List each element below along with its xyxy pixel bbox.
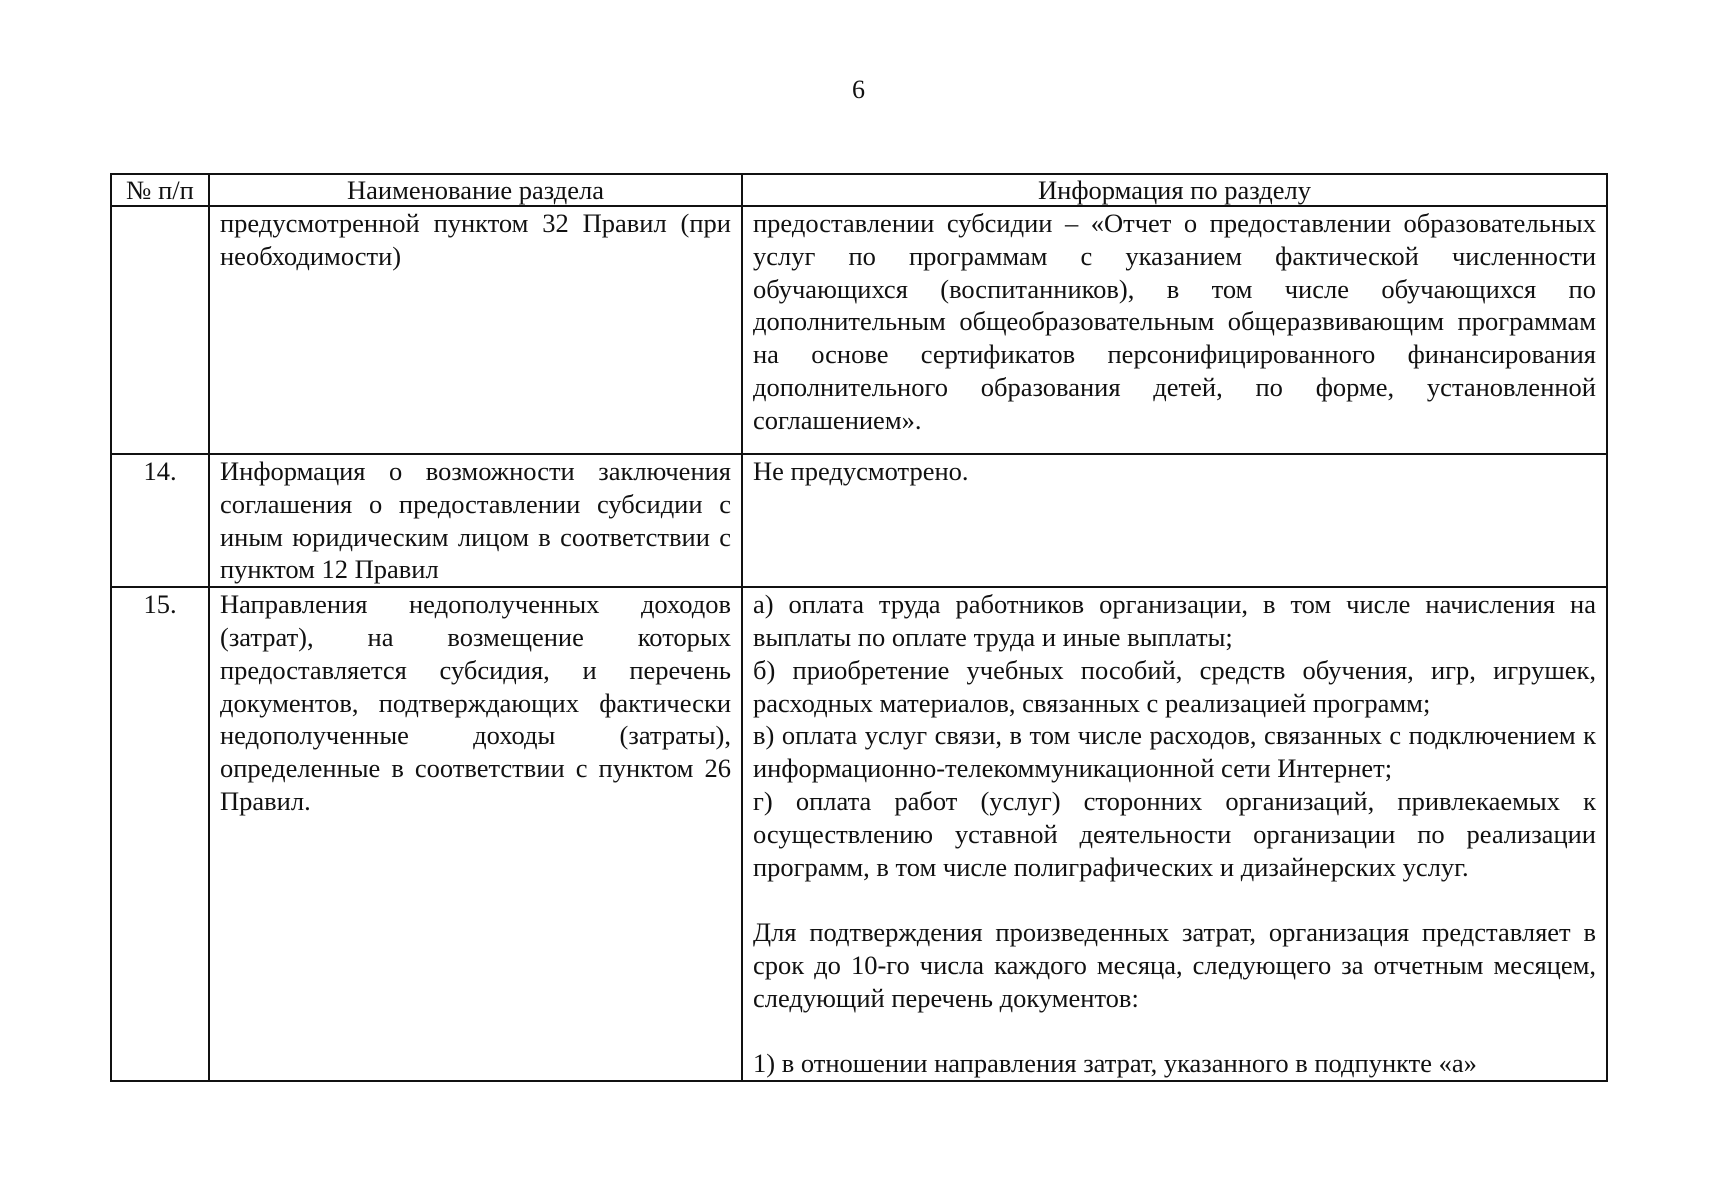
section-name-cell: Направления недополученных доходов (затрат), на возмещение которых предоставляется субсидия, и перечень документов, подтверждающих фактически недополученные доходы (затраты), определенные в соответствии с пунктом 26 Правил. bbox=[209, 587, 742, 1081]
section-name-cell: предусмотренной пунктом 32 Правил (при необходимости) bbox=[209, 206, 742, 454]
document-list-item-1: 1) в отношении направления затрат, указанного в подпункте «а» bbox=[753, 1048, 1477, 1079]
header-section-info: Информация по разделу bbox=[742, 174, 1607, 206]
table-row bbox=[111, 454, 1607, 587]
table-row bbox=[111, 587, 1607, 1081]
section-info-table bbox=[110, 173, 1608, 1082]
section-info-cell bbox=[742, 587, 1607, 1081]
row-number-cell: 15. bbox=[111, 587, 209, 1081]
section-info-cell: Не предусмотрено. bbox=[742, 454, 1607, 587]
confirmation-paragraph: Для подтверждения произведенных затрат, организация представляет в срок до 10-го числа каждого месяца, следующего за отчетным месяцем, следующий перечень документов: bbox=[753, 917, 1596, 1013]
section-info-cell: предоставлении субсидии – «Отчет о предоставлении образовательных услуг по программам с указанием фактической численности обучающихся (воспитанников), в том числе обучающихся по дополнительным общеобразовательным общеразвивающим программам на основе сертификатов персонифицированного финансирования дополнительного образования детей, по форме, установленной соглашением». bbox=[742, 206, 1607, 454]
row-number-cell: 14. bbox=[111, 454, 209, 587]
section-name-cell: Информация о возможности заключения соглашения о предоставлении субсидии с иным юридическим лицом в соответствии с пунктом 12 Правил bbox=[209, 454, 742, 587]
cost-item-b: б) приобретение учебных пособий, средств обучения, игр, игрушек, расходных материалов, связанных с реализацией программ; bbox=[753, 654, 1596, 718]
cost-item-d: г) оплата работ (услуг) сторонних организаций, привлекаемых к осуществлению уставной деятельности организации по реализации программ, в том числе полиграфических и дизайнерских услуг. bbox=[753, 785, 1596, 882]
row-number-cell bbox=[111, 206, 209, 454]
paragraph-gap bbox=[753, 883, 1596, 916]
page-number: 6 bbox=[852, 75, 865, 104]
header-number: № п/п bbox=[111, 174, 209, 206]
cost-item-c: в) оплата услуг связи, в том числе расходов, связанных с подключением к информационно-телекоммуникационной сети Интернет; bbox=[753, 720, 1596, 784]
cost-item-a: а) оплата труда работников организации, в том числе начисления на выплаты по оплате труда и иные выплаты; bbox=[753, 589, 1596, 652]
table-row bbox=[111, 206, 1607, 454]
header-section-name: Наименование раздела bbox=[209, 174, 742, 206]
paragraph-gap bbox=[753, 1015, 1596, 1048]
table-header-row bbox=[111, 174, 1607, 206]
